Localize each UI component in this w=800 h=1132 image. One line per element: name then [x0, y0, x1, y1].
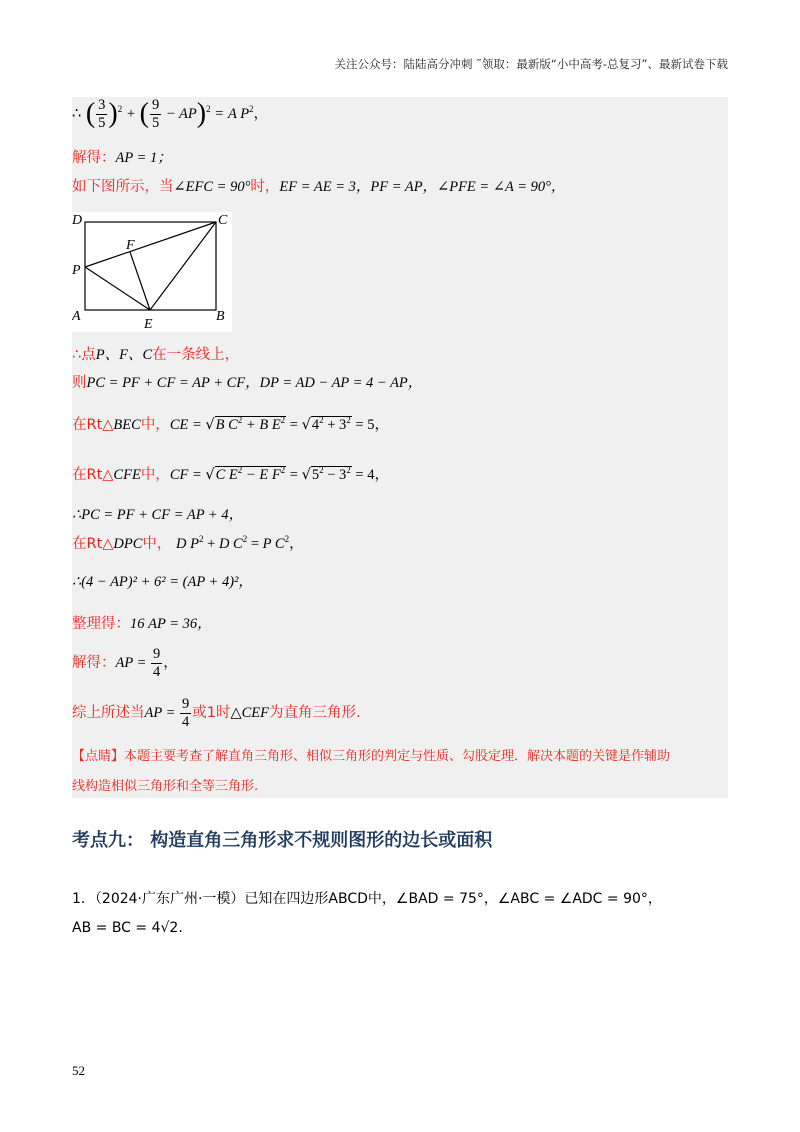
remark-line-2: 线构造相似三角形和全等三角形. — [72, 779, 259, 794]
label-P: P — [72, 263, 81, 278]
label-F: F — [126, 238, 135, 253]
equation-line-3: 如下图所示，当∠EFC = 90°时，EF = AE = 3，PF = AP，∠PFE = ∠A = 90°， — [72, 179, 566, 195]
label-B: B — [216, 309, 225, 324]
problem-line-2: AB = BC = 4√2. — [72, 920, 183, 936]
equation-line-12: 解得：AP = $\frac{9}{4}$ ， — [72, 646, 178, 680]
equation-line-11: 整理得：16 AP = 36， — [72, 616, 212, 632]
equation-line-6: 在Rt△BEC中，CE = √B $C^2 + B$ $E^2 = √4^2 + 3^2 = 5$， — [72, 415, 389, 433]
label-D: D — [72, 213, 83, 228]
page-number: 52 — [72, 1063, 85, 1078]
problem-line-1: 1．（2024·广东广州·一模）已知在四边形ABCD中，∠BAD = 75°，∠ABC = ∠ADC = 90°， — [72, 891, 662, 907]
equation-line-1: ∴ ( $\frac{3}{5}$ )$^2$ + ( $\frac{9}{5}$ − AP)$^2$ = A $P^2$， — [72, 97, 269, 131]
label-A: A — [72, 309, 81, 324]
equation-line-10: ∴(4 − AP)² + 6² = (AP + 4)²， — [72, 574, 253, 590]
equation-line-13: 综上所述当AP = $\frac{9}{4}$ 或1时△CEF为直角三角形. — [72, 696, 361, 730]
remark-line-1: 【点睛】本题主要考查了解直角三角形、相似三角形的判定与性质、勾股定理．解决本题的关键是作辅助 — [72, 749, 671, 764]
equation-line-4: ∴点P、F、C在一条线上， — [72, 347, 240, 363]
equation-line-7: 在Rt△CFE中，CF = √C $E^2 - E$ $F^2 = √5^2 - 3^2 = 4$， — [72, 465, 389, 483]
label-C: C — [218, 213, 228, 228]
equation-line-2: 解得：AP = 1； — [72, 150, 172, 166]
page-header: 关注公众号：陆陆高分冲刺 ˜领取：最新版“小中高考-总复习”、最新试卷下载 — [334, 57, 728, 71]
geometry-diagram — [72, 212, 232, 332]
section-title: 考点九： 构造直角三角形求不规则图形的边长或面积 — [72, 830, 493, 851]
label-E: E — [144, 317, 153, 332]
solution-box — [72, 97, 728, 798]
equation-line-8: ∴PC = PF + CF = AP + 4， — [72, 507, 244, 523]
equation-line-5: 则PC = PF + CF = AP + CF，DP = AD − AP = 4 − AP， — [72, 375, 423, 391]
equation-line-9: 在Rt△DPC中， D $P^2 + D$ $C^2 = P$ $C^2$， — [72, 534, 304, 552]
